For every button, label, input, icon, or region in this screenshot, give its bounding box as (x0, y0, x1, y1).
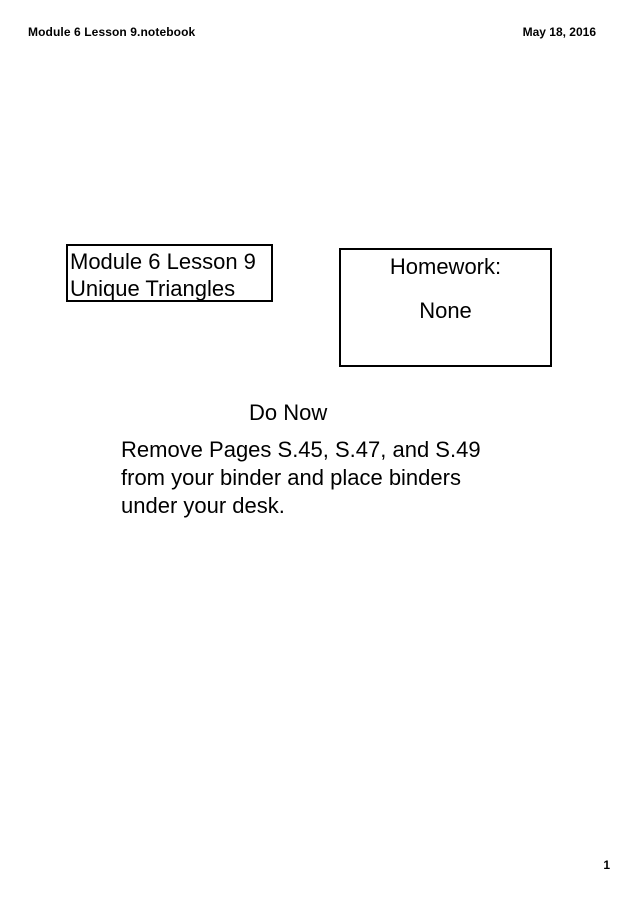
lesson-subtitle-line: Unique Triangles (70, 276, 236, 301)
homework-label: Homework: (389, 254, 502, 279)
do-now-line: from your binder and place binders (121, 465, 461, 490)
do-now-line: Remove Pages S.45, S.47, and S.49 (121, 437, 481, 462)
do-now-line: under your desk. (121, 493, 285, 518)
notebook-date: May 18, 2016 (522, 25, 596, 39)
lesson-title-line: Module 6 Lesson 9 (70, 249, 256, 274)
notebook-filename: Module 6 Lesson 9.notebook (28, 25, 196, 39)
lesson-title-box (66, 244, 273, 302)
homework-value: None (419, 298, 472, 323)
do-now-title: Do Now (249, 400, 328, 425)
do-now-instructions (121, 436, 541, 520)
homework-box (339, 248, 552, 367)
page-number: 1 (603, 858, 610, 872)
